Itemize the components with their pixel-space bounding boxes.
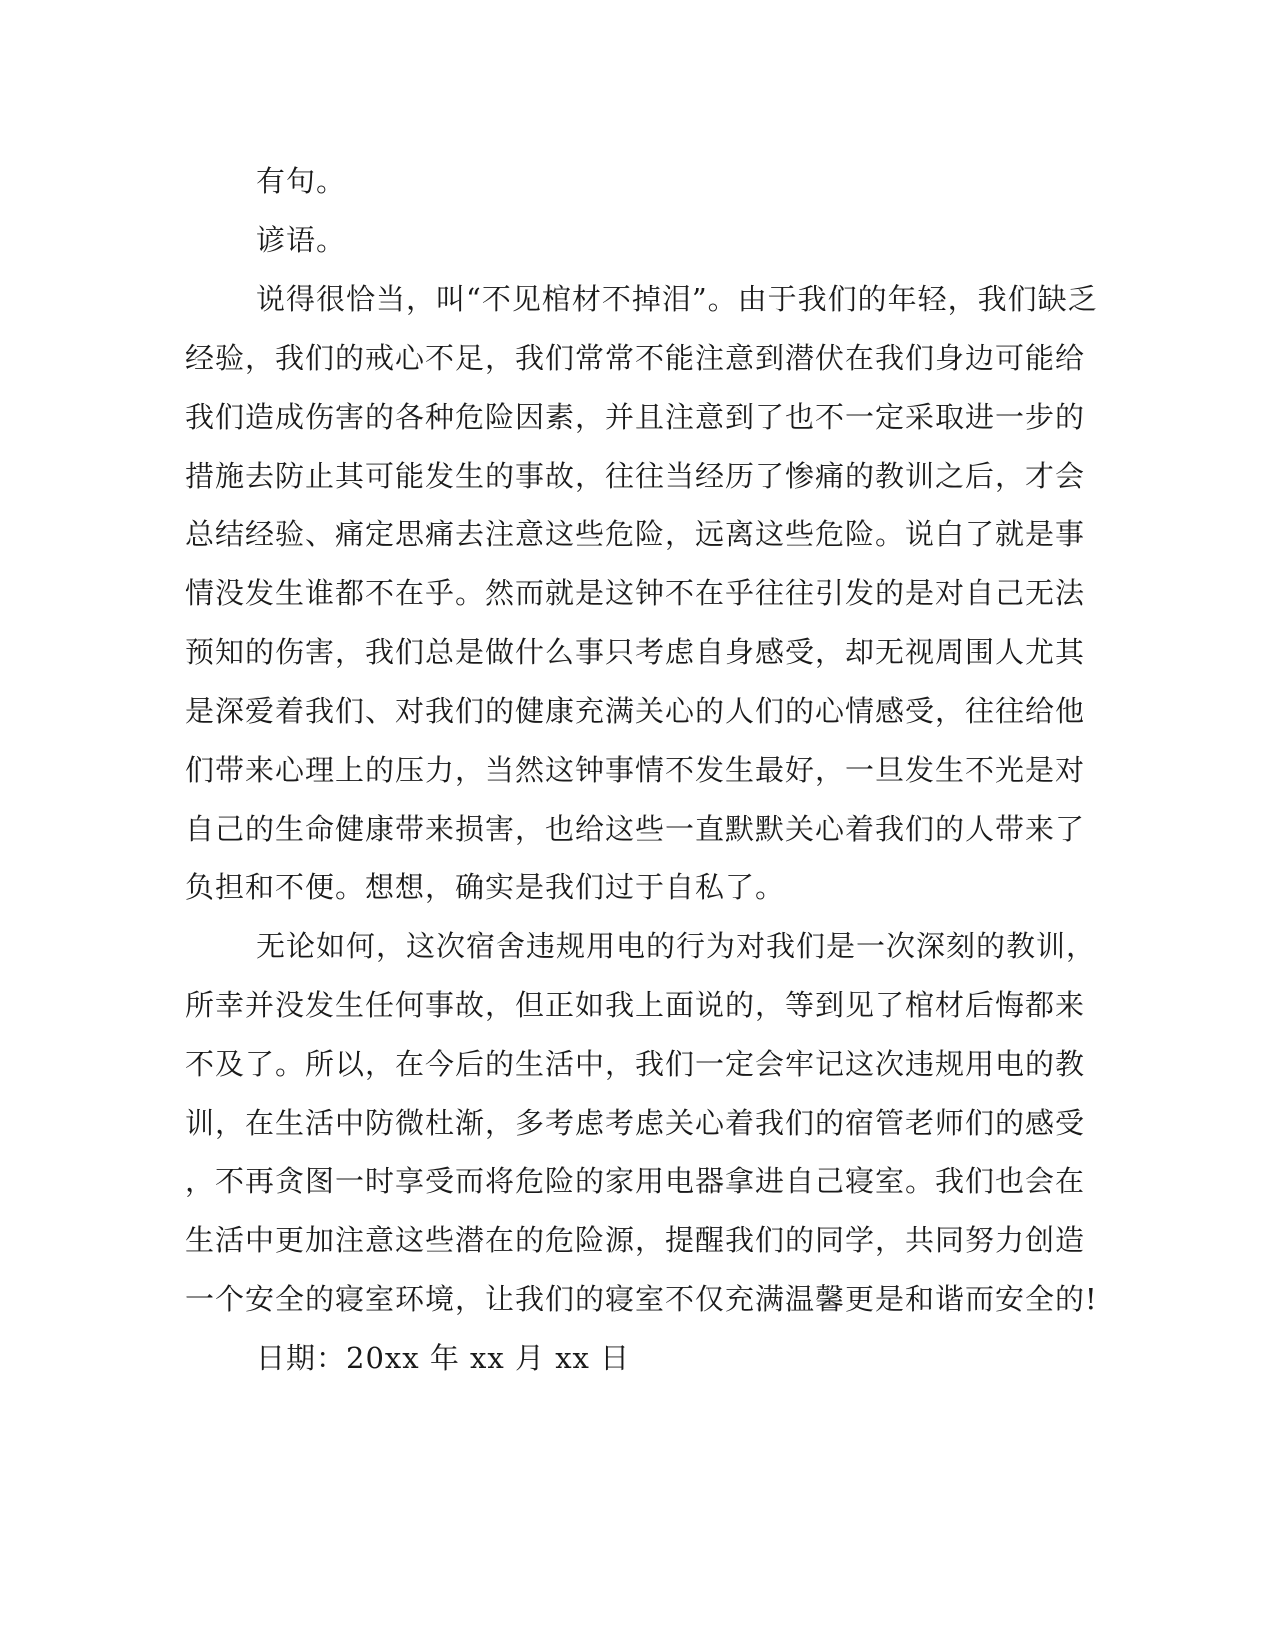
paragraph-line: 谚语。 [256, 223, 347, 257]
paragraph-line: 情没发生谁都不在乎。然而就是这钟不在乎往往引发的是对自己无法 [185, 576, 1086, 610]
paragraph-line: 训，在生活中防微杜渐，多考虑考虑关心着我们的宿管老师们的感受 [185, 1106, 1086, 1140]
paragraph-line: 我们造成伤害的各种危险因素，并且注意到了也不一定采取进一步的 [185, 400, 1086, 434]
paragraph-line: 不及了。所以，在今后的生活中，我们一定会牢记这次违规用电的教 [185, 1047, 1086, 1081]
paragraph-line: 无论如何，这次宿舍违规用电的行为对我们是一次深刻的教训， [256, 929, 1097, 963]
paragraph-line: 有句。 [256, 164, 347, 198]
paragraph-line: 自己的生命健康带来损害，也给这些一直默默关心着我们的人带来了 [185, 812, 1086, 846]
paragraph-line: 是深爱着我们、对我们的健康充满关心的人们的心情感受，往往给他 [185, 694, 1086, 728]
paragraph-line: 措施去防止其可能发生的事故，往往当经历了惨痛的教训之后，才会 [185, 459, 1086, 493]
paragraph-line: 们带来心理上的压力，当然这钟事情不发生最好，一旦发生不光是对 [185, 753, 1086, 787]
paragraph-line: 生活中更加注意这些潜在的危险源，提醒我们的同学，共同努力创造 [185, 1223, 1086, 1257]
paragraph-line: 经验，我们的戒心不足，我们常常不能注意到潜伏在我们身边可能给 [185, 341, 1086, 375]
paragraph-line: 所幸并没发生任何事故，但正如我上面说的，等到见了棺材后悔都来 [185, 988, 1086, 1022]
paragraph-line: 负担和不便。想想，确实是我们过于自私了。 [185, 870, 786, 904]
paragraph-line: 说得很恰当，叫“不见棺材不掉泪”。由于我们的年轻，我们缺乏 [256, 282, 1098, 316]
paragraph-line: ，不再贪图一时享受而将危险的家用电器拿进自己寝室。我们也会在 [185, 1164, 1086, 1198]
paragraph-line: 总结经验、痛定思痛去注意这些危险，远离这些危险。说白了就是事 [185, 517, 1086, 551]
paragraph-line: 预知的伤害，我们总是做什么事只考虑自身感受，却无视周围人尤其 [185, 635, 1086, 669]
date-line: 日期：20xx 年 xx 月 xx 日 [256, 1341, 631, 1375]
paragraph-line: 一个安全的寝室环境，让我们的寝室不仅充满温馨更是和谐而安全的! [185, 1282, 1098, 1316]
